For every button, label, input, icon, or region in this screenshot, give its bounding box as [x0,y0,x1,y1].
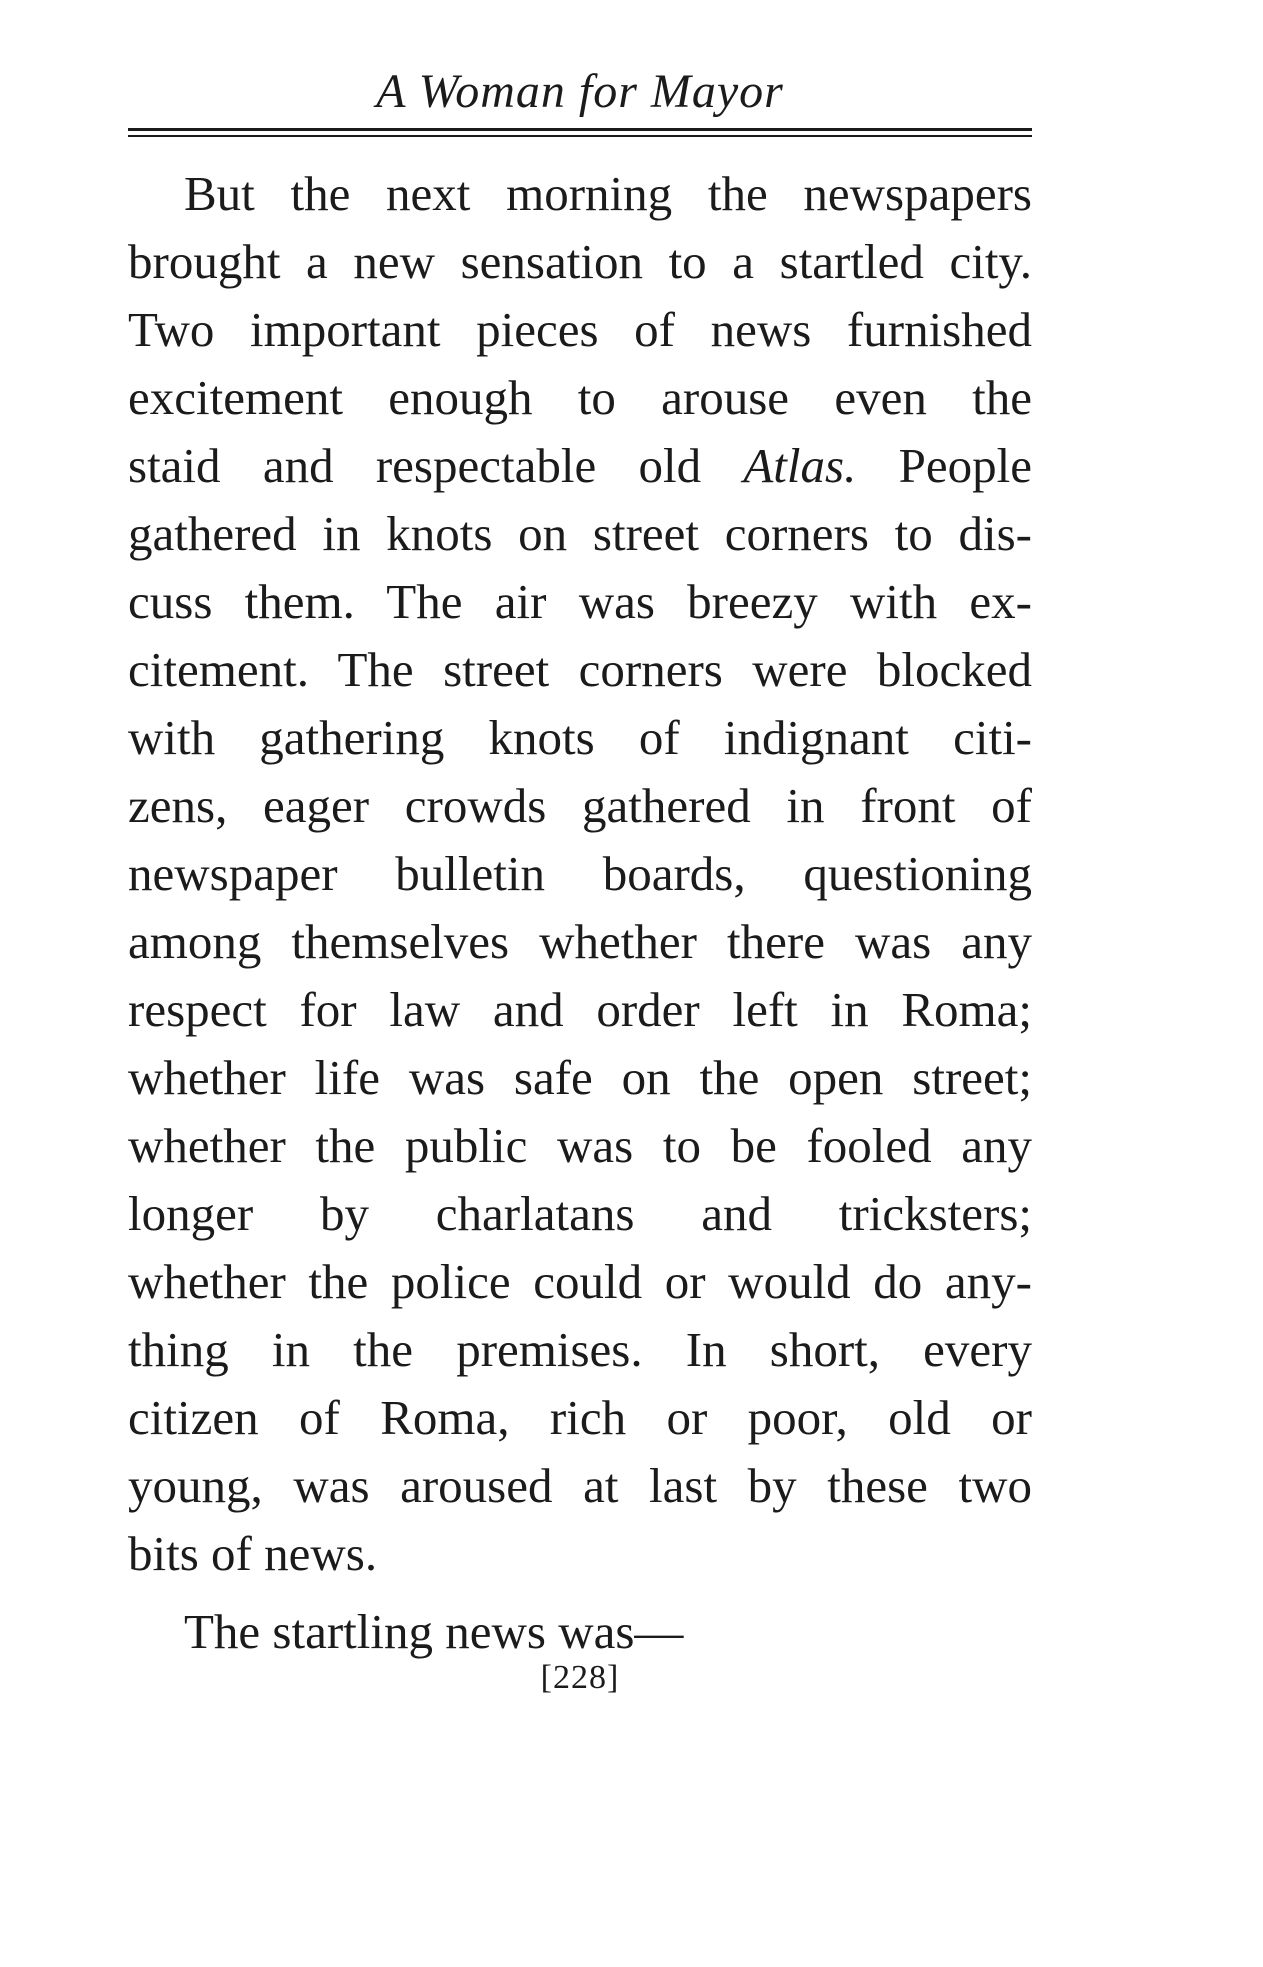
text-line [128,432,1032,500]
text-line: respect for law and order left in Roma; [128,982,1032,1037]
text-line: longer by charlatans and tricksters; [128,1186,1032,1241]
text-line: newspaper bulletin boards, questioning [128,846,1032,901]
text-segment: staid and respectable old [128,438,702,493]
body-text [128,160,1032,1666]
text-line: gathered in knots on street corners to dis- [128,506,1032,561]
text-line: whether life was safe on the open street; [128,1050,1032,1105]
text-segment: People [898,438,1033,493]
header-rule-bottom [128,135,1032,137]
text-line: bits of news. [128,1526,378,1581]
text-line: Two important pieces of news furnished [128,302,1032,357]
text-line: citizen of Roma, rich or poor, old or [128,1390,1032,1445]
text-line: But the next morning the newspapers [184,166,1032,221]
text-line: whether the public was to be fooled any [128,1118,1032,1173]
text-line: among themselves whether there was any [128,914,1032,969]
page-number: [228] [540,1659,620,1696]
text-line: zens, eager crowds gathered in front of [128,778,1032,833]
text-line: citement. The street corners were blocked [128,642,1032,697]
italic-title: Atlas. [743,438,857,493]
running-head: A Woman for Mayor [376,65,784,118]
text-line: thing in the premises. In short, every [128,1322,1032,1377]
text-line: The startling news was— [184,1604,684,1659]
header-rule-top [128,128,1032,131]
text-line: brought a new sensation to a startled city. [128,234,1032,289]
text-line: young, was aroused at last by these two [128,1458,1032,1513]
text-line: cuss them. The air was breezy with ex- [128,574,1032,629]
text-line: excitement enough to arouse even the [128,370,1032,425]
text-line: with gathering knots of indignant citi- [128,710,1032,765]
paragraph-gap [128,1588,1032,1598]
text-line: whether the police could or would do any- [128,1254,1032,1309]
